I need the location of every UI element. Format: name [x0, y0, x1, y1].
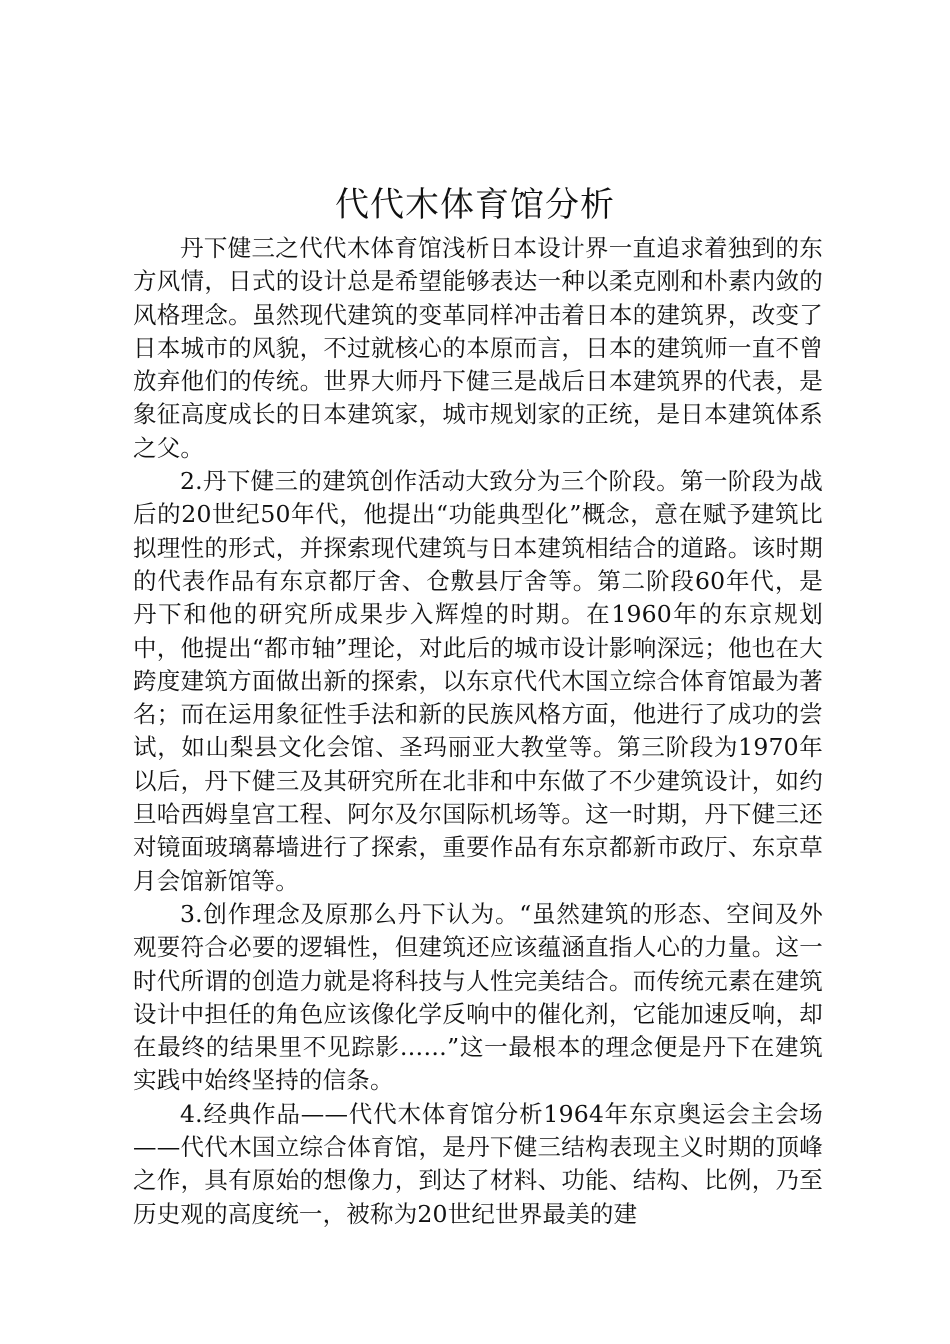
document-body — [133, 232, 823, 1231]
paragraph-classic-works: 4.经典作品——代代木体育馆分析1964年东京奥运会主会场——代代木国立综合体育馆，是丹下健三结构表现主义时期的顶峰之作，具有原始的想像力，到达了材料、功能、结构、比例，乃至历史观的高度统一，被称为20世纪世界最美的建 — [133, 1099, 823, 1228]
document-title: 代代木体育馆分析 — [335, 185, 615, 225]
paragraph-stages: 2.丹下健三的建筑创作活动大致分为三个阶段。第一阶段为战后的20世纪50年代，他提出“功能典型化”概念，意在赋予建筑比拟理性的形式，并探索现代建筑与日本建筑相结合的道路。该时期的代表作品有东京都厅舍、仓敷县厅舍等。第二阶段60年代，是丹下和他的研究所成果步入辉煌的时期。在1960年的东京规划中，他提出“都市轴”理论，对此后的城市设计影响深远；他也在大跨度建筑方面做出新的探索，以东京代代木国立综合体育馆最为著名；而在运用象征性手法和新的民族风格方面，他进行了成功的尝试，如山梨县文化会馆、圣玛丽亚大教堂等。第三阶段为1970年以后，丹下健三及其研究所在北非和中东做了不少建筑设计，如约旦哈西姆皇宫工程、阿尔及尔国际机场等。这一时期，丹下健三还对镜面玻璃幕墙进行了探索，重要作品有东京都新市政厅、东京草月会馆新馆等。 — [133, 467, 823, 895]
paragraph-philosophy: 3.创作理念及原那么丹下认为。“虽然建筑的形态、空间及外观要符合必要的逻辑性，但建筑还应该蕴涵直指人心的力量。这一时代所谓的创造力就是将科技与人性完美结合。而传统元素在建筑设计中担任的角色应该像化学反响中的催化剂，它能加速反响，却在最终的结果里不见踪影……”这一最根本的理念便是丹下在建筑实践中始终坚持的信条。 — [133, 899, 823, 1095]
paragraph-intro: 丹下健三之代代木体育馆浅析日本设计界一直追求着独到的东方风情，日式的设计总是希望能够表达一种以柔克刚和朴素内敛的风格理念。虽然现代建筑的变革同样冲击着日本的建筑界，改变了日本城市的风貌，不过就核心的本原而言，日本的建筑师一直不曾放弃他们的传统。世界大师丹下健三是战后日本建筑界的代表，是象征高度成长的日本建筑家，城市规划家的正统，是日本建筑体系之父。 — [133, 234, 823, 462]
